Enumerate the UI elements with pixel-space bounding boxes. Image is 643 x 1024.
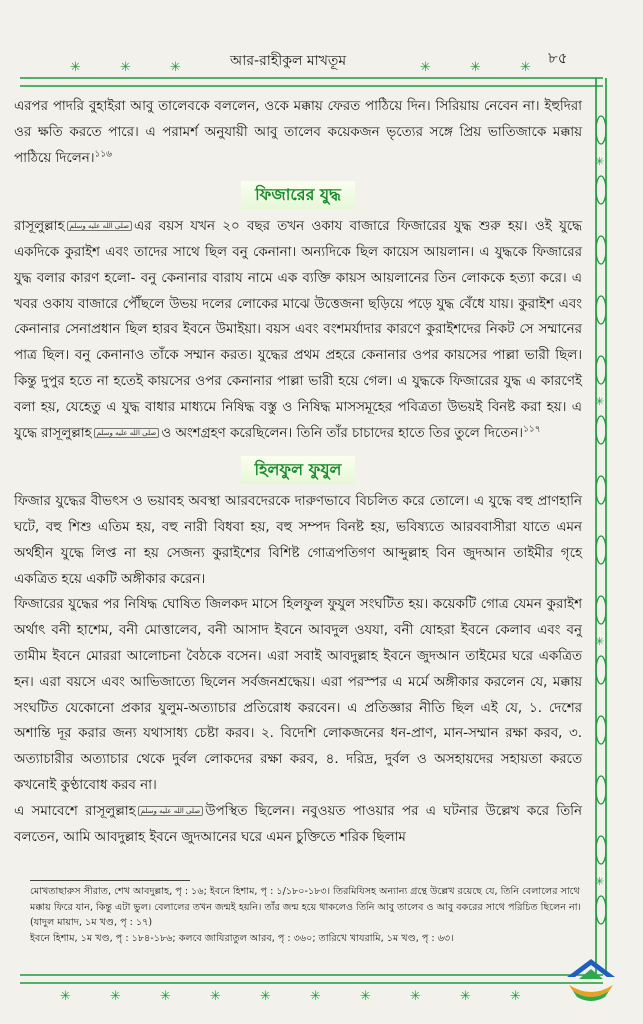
footnote-divider: [30, 880, 190, 881]
svg-text:✳: ✳: [310, 989, 321, 1004]
section-heading: [14, 456, 582, 485]
footnotes: [30, 884, 585, 946]
svg-text:✳: ✳: [70, 60, 81, 75]
border-bottom-stars: [60, 989, 521, 1004]
heading-hilful-fuzul: হিলফুল ফুযুল: [241, 456, 356, 484]
page-number: ৮৫: [548, 49, 568, 67]
main-text: [14, 94, 582, 850]
svg-text:✳: ✳: [420, 60, 431, 75]
svg-text:✳: ✳: [595, 875, 605, 888]
paragraph: রাসূলুল্লাহ صلى الله عليه وسلم এর বয়স যখন ২০ বছর তখন ওকায বাজারে ফিজারের যুদ্ধ শুরু হয়। ওই যুদ্ধে একদিকে কুরাইশ এবং তাদের সাথে ছিল বনু কেনানা। অন্যদিকে ছিল কায়েস আয়লান। এ যুদ্ধকে ফিজারের যুদ্ধ বলার কারণ হলো- বনু কেনানার বারায নামে এক ব্যক্তি কায়স আয়লানের তিন লোককে হত্যা করে। এ খবর ওকায বাজারে পৌঁছলে উভয় দলের লোকের মাঝে উত্তেজনা ছড়িয়ে পড়ে যুদ্ধ বেঁধে যায়। কুরাইশ এবং কেনানার সেনাপ্রধান ছিল হারব ইবনে উমাইয়া। বয়স এবং বংশমর্যাদার কারণে কুরাইশদের নিকট সে সম্মানের পাত্র ছিল। বনু কেনানাও তাঁকে সম্মান করত। যুদ্ধের প্রথম প্রহরে কেনানার ওপর কায়সের পাল্লা ভারী ছিল। কিন্তু দুপুর হতে না হতেই কায়সের ওপর কেনানার পাল্লা ভারী হয়ে গেল। এ যুদ্ধকে ফিজারের যুদ্ধ এ কারণেই বলা হয়, যেহেতু এ যুদ্ধ বাধার মাধ্যমে নিষিদ্ধ বস্তু ও নিষিদ্ধ মাসসমূহের পবিত্রতা উভয়ই বিনষ্ট করা হয়। এ যুদ্ধে রাসূলুল্লাহ صلى الله عليه وسلم ও অংশগ্রহণ করেছিলেন। তিনি তাঁর চাচাদের হাতে তির তুলে দিতেন।$^{১১৭}$: [14, 219, 582, 441]
svg-text:✳: ✳: [470, 60, 481, 75]
footnote-1: মোখতাছারুস সীরাত, শেখ আবদুল্লাহ, পৃ : ১৬; ইবনে হিশাম, পৃ : ১/১৮০-১৮৩। তিরমিযিসহ অন্যান্য গ্রন্থে উল্লেখ রয়েছে যে, তিনি বেলালের সাথে মক্কায় ফিরে যান, কিন্তু এটা ভুল। বেলালের তখন জন্মই হয়নি। তাঁর জন্ম হয়ে থাকলেও তিনি আবু তালেব ও আবু বকরের সাথে পরিচিত ছিলেন না। (যাদুল মায়াদ, ১ম খণ্ড, পৃ : ১৭): [30, 886, 581, 928]
svg-text:✳: ✳: [210, 989, 221, 1004]
svg-text:✳: ✳: [460, 989, 471, 1004]
svg-text:✳: ✳: [260, 989, 271, 1004]
heading-fijar: ফিজারের যুদ্ধ: [241, 181, 355, 209]
border-right-chain: [596, 116, 606, 924]
paragraph: ফিজার যুদ্ধের বীভৎস ও ভয়াবহ অবস্থা আরবদেরকে দারুণভাবে বিচলিত করে তোলে। এ যুদ্ধে বহু প্রাণহানি ঘটে, বহু শিশু এতিম হয়, বহু নারী বিধবা হয়, বহু সম্পদ বিনষ্ট হয়, ভবিষ্যতে আরববাসীরা যাতে এমন অর্থহীন যুদ্ধে লিপ্ত না হয় সেজন্য কুরাইশের বিশিষ্ট গোত্রপতিগণ আব্দুল্লাহ বিন জুদআন তাইমীর গৃহে একত্রিত হয়ে একটি অঙ্গীকার করেন।: [14, 494, 582, 587]
svg-text:✳: ✳: [595, 395, 605, 408]
svg-text:✳: ✳: [520, 60, 531, 75]
svg-text:✳: ✳: [110, 989, 121, 1004]
paragraph: এ সমাবেশে রাসূলুল্লাহ صلى الله عليه وسلم উপস্থিত ছিলেন। নবুওয়ত পাওয়ার পর এ ঘটনার উল্লেখ করে তিনি বলতেন, আমি আবদুল্লাহ ইবনে জুদআনের ঘরে এমন চুক্তিতে শরিক ছিলাম: [14, 803, 582, 845]
footnote-2: ইবনে হিশাম, ১ম খণ্ড, পৃ : ১৮৪-১৮৬; কলবে জাযিরাতুল আরব, পৃ : ৩৬০; তারিখে খাযরামি, ১ম খণ্ড, পৃ : ৬৩।: [30, 932, 454, 944]
section-heading: [14, 181, 582, 210]
svg-text:✳: ✳: [360, 989, 371, 1004]
footnote-ref[interactable]: ১১৭: [523, 424, 541, 435]
footnote-ref[interactable]: ১১৬: [94, 149, 113, 160]
svg-text:✳: ✳: [410, 989, 421, 1004]
paragraph: এরপর পাদরি বুহাইরা আবু তালেবকে বললেন, ওকে মক্কায় ফেরত পাঠিয়ে দিন। সিরিয়ায় নেবেন না। ইহুদিরা ওর ক্ষতি করতে পারে। এ পরামর্শ অনুযায়ী আবু তালেব কয়েকজন ভৃত্যের সঙ্গে প্রিয় ভাতিজাকে মক্কায় পাঠিয়ে দিলেন।$^{১১৬}$: [14, 99, 582, 166]
border-bottom: [20, 975, 603, 983]
svg-text:✳: ✳: [595, 635, 605, 648]
svg-text:✳: ✳: [170, 60, 181, 75]
salutation-glyph: صلى الله عليه وسلم: [67, 221, 133, 231]
salutation-glyph: صلى الله عليه وسلم: [138, 806, 204, 816]
salutation-glyph: صلى الله عليه وسلم: [94, 428, 160, 438]
svg-text:✳: ✳: [160, 989, 171, 1004]
running-header: [0, 47, 643, 71]
svg-text:✳: ✳: [60, 989, 71, 1004]
book-title: আর-রাহীকুল মাখতূম: [230, 53, 347, 69]
border-top: [20, 78, 603, 86]
svg-text:✳: ✳: [595, 155, 605, 168]
publisher-logo-icon: [563, 955, 619, 1005]
svg-text:✳: ✳: [120, 60, 131, 75]
paragraph: ফিজারের যুদ্ধের পর নিষিদ্ধ ঘোষিত জিলকদ মাসে হিলফুল ফুযুল সংঘটিত হয়। কয়েকটি গোত্র যেমন কুরাইশ অর্থাৎ বনী হাশেম, বনী মোত্তালেব, বনী আসাদ ইবনে আবদুল ওযযা, বনী যোহরা ইবনে কেলাব এবং বনু তামীম ইবনে মোররা আলোচনা বৈঠকে বসেন। এরা সবাই আবদুল্লাহ ইবনে জুদআন তাইমের ঘরে একত্রিত হন। এরা বয়সে এবং আভিজাত্যে ছিলেন সর্বজনশ্রদ্ধেয়। এরা পরস্পর এ মর্মে অঙ্গীকার করলেন যে, মক্কায় সংঘটিত যেকোনো প্রকার যুলুম-অত্যাচার প্রতিরোধ করবেন। এ প্রতিজ্ঞার নীতি ছিল এই যে, ১. দেশের অশান্তি দূর করার জন্য যথাসাধ্য চেষ্টা করব। ২. বিদেশি লোকজনের ধন-প্রাণ, মান-সম্মান রক্ষা করব, ৩. অত্যাচারীর অত্যাচার থেকে দুর্বল লোকদের রক্ষা করব, ৪. দরিদ্র, দুর্বল ও অসহায়দের সহায়তা করতে কখনোই কুণ্ঠাবোধ করব না।: [14, 597, 582, 793]
svg-text:✳: ✳: [510, 989, 521, 1004]
